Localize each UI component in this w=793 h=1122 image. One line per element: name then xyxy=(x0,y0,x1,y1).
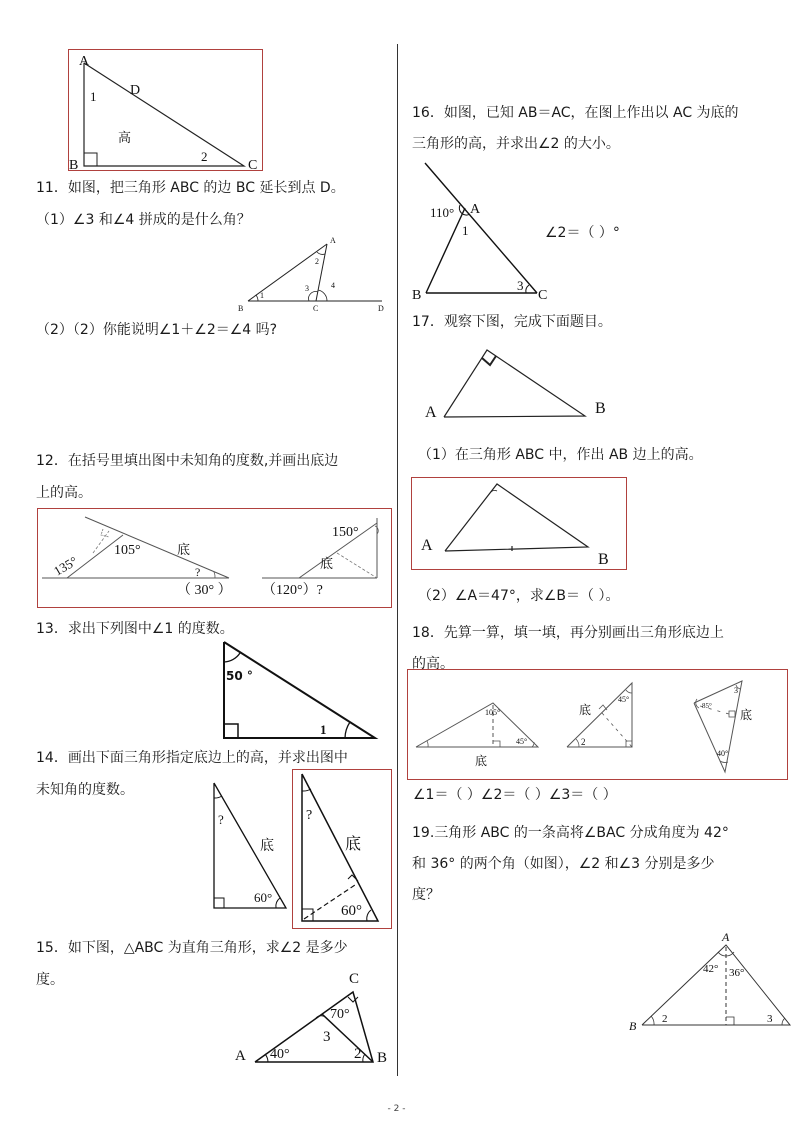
column-divider xyxy=(397,44,398,1076)
angle-60-label: 60° xyxy=(341,903,362,919)
angle-135-label: 135° xyxy=(51,553,80,579)
q17-answer-figure xyxy=(411,477,627,570)
q11-figure xyxy=(232,234,392,314)
angle-40-label: 40° xyxy=(270,1047,290,1062)
label-B: B xyxy=(595,400,606,417)
q19-line2: 和 36° 的两个角（如图），∠2 和∠3 分别是多少 xyxy=(412,856,715,872)
q17-part1: （1）在三角形 ABC 中，作出 AB 边上的高。 xyxy=(418,447,703,463)
q19-line3: 度？ xyxy=(412,887,440,903)
angle-50-label: 50 ° xyxy=(226,669,253,683)
q15-line2: 度。 xyxy=(36,972,64,988)
label-A: A xyxy=(425,404,437,421)
label-C: C xyxy=(248,158,258,173)
q12-figure xyxy=(37,508,392,608)
angle-2-label: 2 xyxy=(315,257,319,266)
q12-line2: 上的高。 xyxy=(36,485,92,501)
label-D: D xyxy=(378,304,384,313)
q14-line1: 14．画出下面三角形指定底边上的高，并求出图中 xyxy=(36,750,348,766)
angle-1-label: 1 xyxy=(462,223,469,238)
q14-figure xyxy=(210,780,290,910)
q15-line1: 15．如下图，△ABC 为直角三角形，求∠2 是多少 xyxy=(36,940,348,956)
label-C: C xyxy=(538,288,548,303)
label-D: D xyxy=(130,83,141,98)
base-1-label: 底 xyxy=(475,754,488,768)
q12-line1: 12．在括号里填出图中未知角的度数,并画出底边 xyxy=(36,453,339,469)
label-B: B xyxy=(238,304,244,313)
unknown-angle-label: ? xyxy=(306,808,313,823)
label-B: B xyxy=(69,158,79,173)
label-C: C xyxy=(349,971,360,987)
angle-1-label: 1 xyxy=(320,722,327,737)
angle-3-label: 3 xyxy=(734,686,738,695)
base-label: 底 xyxy=(177,543,191,558)
base-label: 底 xyxy=(260,838,274,854)
q15-figure xyxy=(230,965,395,1070)
label-C: C xyxy=(313,304,319,313)
page-number: - 2 - xyxy=(387,1104,406,1114)
angle-2-label: 2 xyxy=(201,149,208,164)
unknown-angle-label: ? xyxy=(218,812,224,827)
q19-line1: 19.三角形 ABC 的一条高将∠BAC 分成角度为 42° xyxy=(412,825,729,841)
label-B: B xyxy=(598,551,609,568)
label-B: B xyxy=(412,288,422,303)
q14-line2: 未知角的度数。 xyxy=(36,782,134,798)
base-2-label: 底 xyxy=(579,703,592,717)
q17-text: 17．观察下图，完成下面题目。 xyxy=(412,314,612,330)
label-A: A xyxy=(330,236,336,245)
angle-36-label: 36° xyxy=(729,967,745,979)
q18-line2: 的高。 xyxy=(412,656,454,672)
height-label: 高 xyxy=(118,131,132,146)
label-B: B xyxy=(629,1019,637,1033)
angle-40-label: 40° xyxy=(717,749,729,758)
q18-line1: 18．先算一算，填一填，再分别画出三角形底边上 xyxy=(412,625,724,641)
angle-4-label: 4 xyxy=(331,281,335,290)
angle-60-label: 60° xyxy=(254,890,273,905)
label-A: A xyxy=(79,54,90,69)
angle-42-label: 42° xyxy=(703,963,719,975)
unknown-angle-label: ? xyxy=(195,565,201,579)
angle-105-label: 105° xyxy=(114,543,141,558)
angle-3-label: 3 xyxy=(767,1013,773,1025)
q16-line2: 三角形的高，并求出∠2 的大小。 xyxy=(412,136,620,152)
angle-110-label: 110° xyxy=(430,205,455,220)
label-A: A xyxy=(470,202,481,217)
q13-figure xyxy=(220,640,380,740)
label-B: B xyxy=(377,1050,388,1066)
answer-1-label: （ 30° ） xyxy=(177,583,232,598)
angle-3-label: 3 xyxy=(305,284,309,293)
q11-part2: （2）（2）你能说明∠1＋∠2＝∠4 吗? xyxy=(36,322,278,338)
q17-figure xyxy=(420,345,620,425)
q11-text: 11．如图，把三角形 ABC 的边 BC 延长到点 D。 xyxy=(36,180,345,196)
answer-2-label: （120°）? xyxy=(262,583,323,598)
q13-text: 13．求出下列图中∠1 的度数。 xyxy=(36,621,234,637)
angle-85-label: 85° xyxy=(702,702,712,710)
angle-70-label: 70° xyxy=(330,1007,350,1022)
angle-2-label: 2 xyxy=(662,1013,668,1025)
label-A: A xyxy=(722,930,730,944)
q14-answer-figure xyxy=(292,769,392,929)
q19-figure xyxy=(625,928,793,1033)
angle-105-label: 105° xyxy=(485,708,501,717)
q16-answer: ∠2＝（ ）° xyxy=(545,225,620,241)
q16-figure xyxy=(410,160,550,305)
top-right-triangle-figure xyxy=(68,49,263,171)
angle-1-label: 1 xyxy=(260,291,264,300)
q18-figure xyxy=(407,669,788,780)
angle-1-label: 1 xyxy=(90,89,97,104)
q18-answers: ∠1＝（ ）∠2＝（ ）∠3＝（ ） xyxy=(413,787,617,803)
q17-part2: （2）∠A＝47°，求∠B＝（ ）。 xyxy=(418,588,620,604)
angle-45-label: 45° xyxy=(516,737,528,746)
base-3-label: 底 xyxy=(740,708,753,722)
label-A: A xyxy=(235,1048,246,1064)
angle-2-label: 2 xyxy=(581,737,586,747)
base-2-label: 底 xyxy=(320,557,334,572)
angle-3-label: 3 xyxy=(323,1029,331,1045)
angle-3-label: 3 xyxy=(517,278,524,293)
base-label: 底 xyxy=(345,834,362,853)
angle-45b-label: 45° xyxy=(618,695,630,704)
angle-150-label: 150° xyxy=(332,525,359,540)
q16-line1: 16．如图，已知 AB＝AC，在图上作出以 AC 为底的 xyxy=(412,105,739,121)
q11-part1: （1）∠3 和∠4 拼成的是什么角？ xyxy=(36,212,251,228)
angle-2-label: 2 xyxy=(354,1046,362,1062)
label-A: A xyxy=(421,537,433,554)
